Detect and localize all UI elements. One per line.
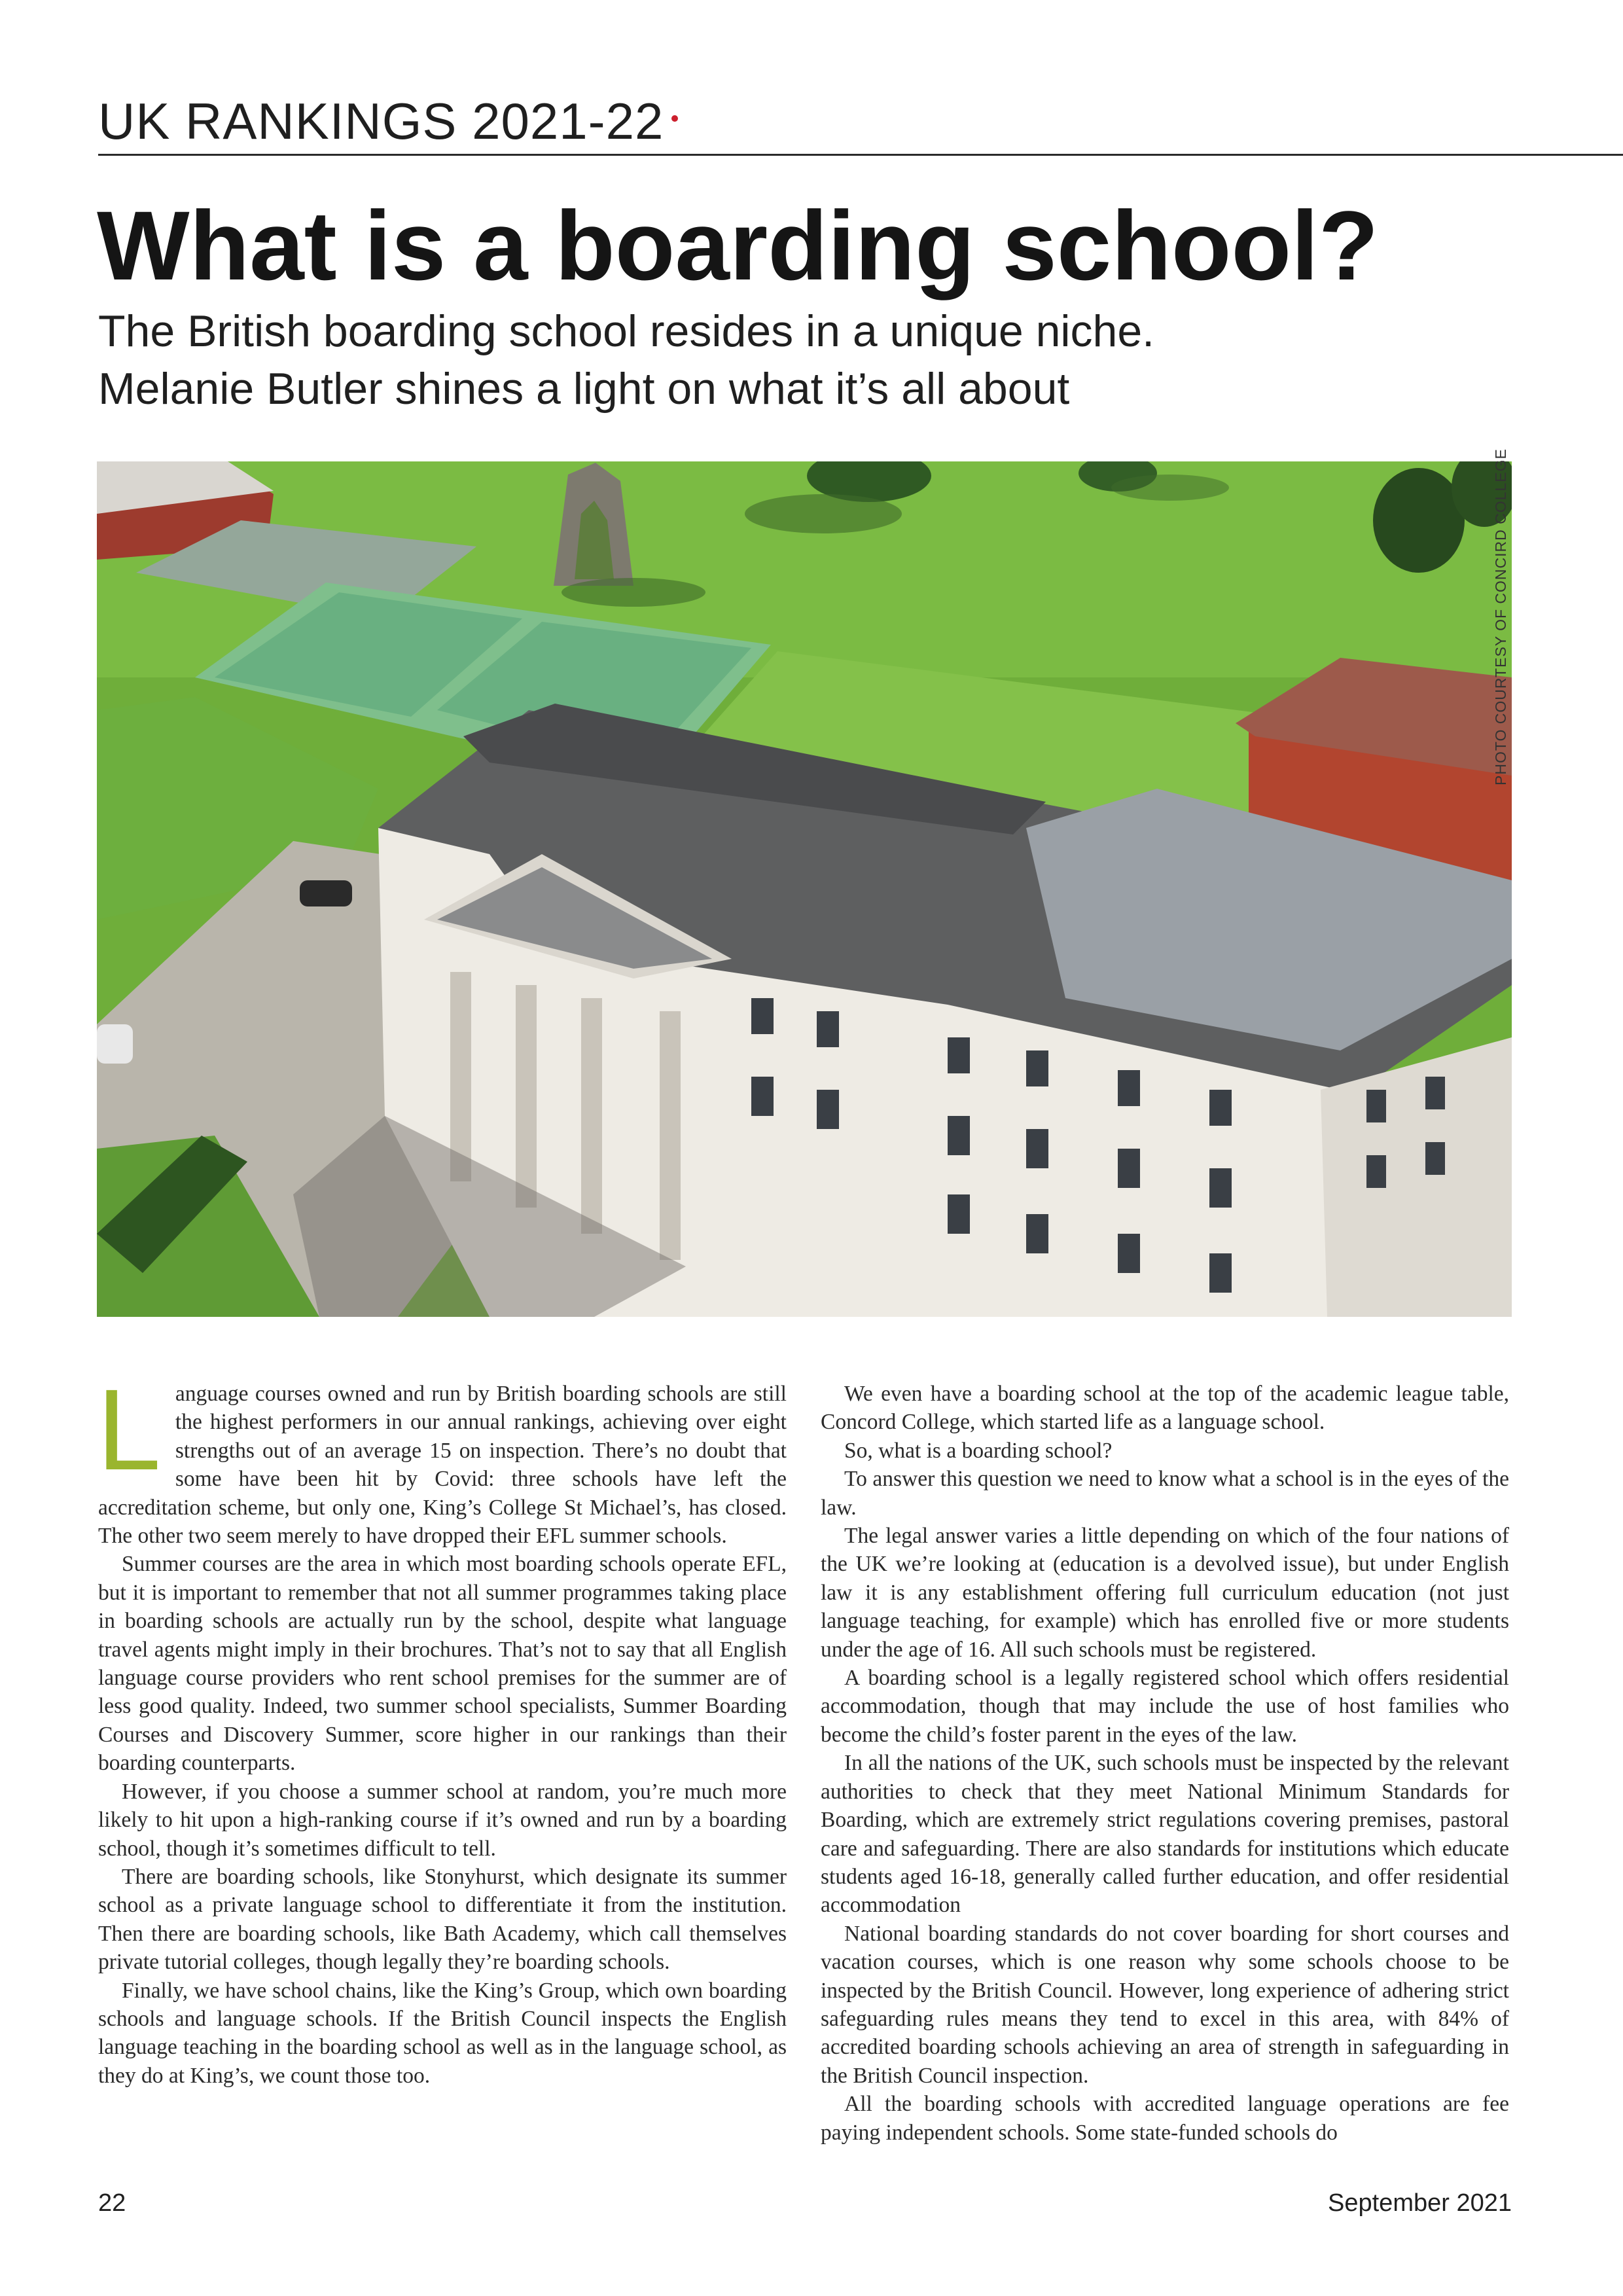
standfirst-line-2: Melanie Butler shines a light on what it’s all about	[98, 364, 1070, 414]
article-photo	[97, 461, 1512, 1317]
paragraph: However, if you choose a summer school at random, you’re much more likely to hit upon a high-ranking course if it’s owned and run by a boarding school, though it’s sometimes difficult to tell.	[98, 1779, 787, 1861]
paragraph	[97, 1366, 787, 1550]
paragraph: All the boarding schools with accredited language operations are fee paying independent schools. Some state-funded schools do	[821, 2092, 1509, 2145]
paragraph: Summer courses are the area in which most boarding schools operate EFL, but it is important to remember that not all summer programmes taking place in boarding schools are actually run by the school, despite what language travel agents might imply in their brochures. That’s not to say that all English language course providers who rent school premises for the summer are of less good quality. Indeed, two summer school specialists, Summer Boarding Courses and Discovery Summer, score higher in our rankings than their boarding counterparts.	[98, 1552, 787, 1776]
paragraph: In all the nations of the UK, such schools must be inspected by the relevant authorities to check that they meet National Minimum Standards for Boarding, which are extremely strict regulations covering premises, pastoral care and safeguarding. There are also standards for institutions which educate students aged 16-18, generally called further education, and offer residential accommodation	[821, 1751, 1509, 1918]
paragraph: To answer this question we need to know what a school is in the eyes of the law.	[821, 1467, 1509, 1520]
paragraph: We even have a boarding school at the top of the academic league table, Concord College, which started life as a language school.	[821, 1382, 1509, 1435]
headline: What is a boarding school?	[97, 190, 1379, 300]
article-column-left	[97, 1366, 787, 2090]
paragraph-text: anguage courses owned and run by British boarding schools are still the highest performers in our annual rankings, achieving over eight strengths out of an average 15 on inspection. There’s no doubt that some have been hit by Covid: three schools have left the accreditation scheme, but only one, King’s College St Michael’s, has closed. The other two seem merely to have dropped their EFL summer schools.	[98, 1382, 787, 1549]
paragraph: Finally, we have school chains, like the King’s Group, which own boarding schools and language schools. If the British Council inspects the English language teaching in the boarding school as well as in the language school, as they do at King’s, we count those too.	[98, 1978, 787, 2088]
issue-date: September 2021	[1328, 2189, 1512, 2217]
section-title: UK RANKINGS 2021-22	[98, 92, 678, 151]
standfirst	[98, 302, 1538, 418]
paragraph: There are boarding schools, like Stonyhurst, which designate its summer school as a private language school to differentiate it from the institution. Then there are boarding schools, like Bath Academy, which call themselves private tutorial colleges, though legally they’re boarding schools.	[98, 1864, 787, 1975]
paragraph: National boarding standards do not cover boarding for short courses and vacation courses, which is one reason why some schools choose to be inspected by the British Council. However, long experience of adhering strict safeguarding rules means they tend to excel in this area, with 84% of accredited boarding schools achieving an area of strength in safeguarding in the British Council inspection.	[821, 1921, 1509, 2088]
article-body	[97, 1366, 1512, 2178]
dropcap: L	[97, 1366, 161, 1494]
section-header	[98, 90, 1623, 156]
standfirst-line-1: The British boarding school resides in a unique niche.	[98, 306, 1155, 356]
paragraph: So, what is a boarding school?	[844, 1438, 1113, 1463]
page-number: 22	[98, 2189, 126, 2217]
paragraph: The legal answer varies a little depending on which of the four nations of the UK we’re looking at (education is a devolved issue), but under English law it is any establishment offering full curriculum education (not just language teaching, for example) which has enrolled five or more students under the age of 16. All such schools must be registered.	[821, 1524, 1509, 1662]
article-column-right	[821, 1380, 1509, 2147]
red-dot-icon	[671, 115, 678, 122]
photo-credit: PHOTO COURTESY OF CONCIRD COLLEGE	[1492, 448, 1509, 785]
page-footer	[98, 2189, 1512, 2229]
paragraph: A boarding school is a legally registered school which offers residential accommodation, though that may include the use of host families who become the child’s foster parent in the eyes of the law.	[821, 1666, 1509, 1747]
